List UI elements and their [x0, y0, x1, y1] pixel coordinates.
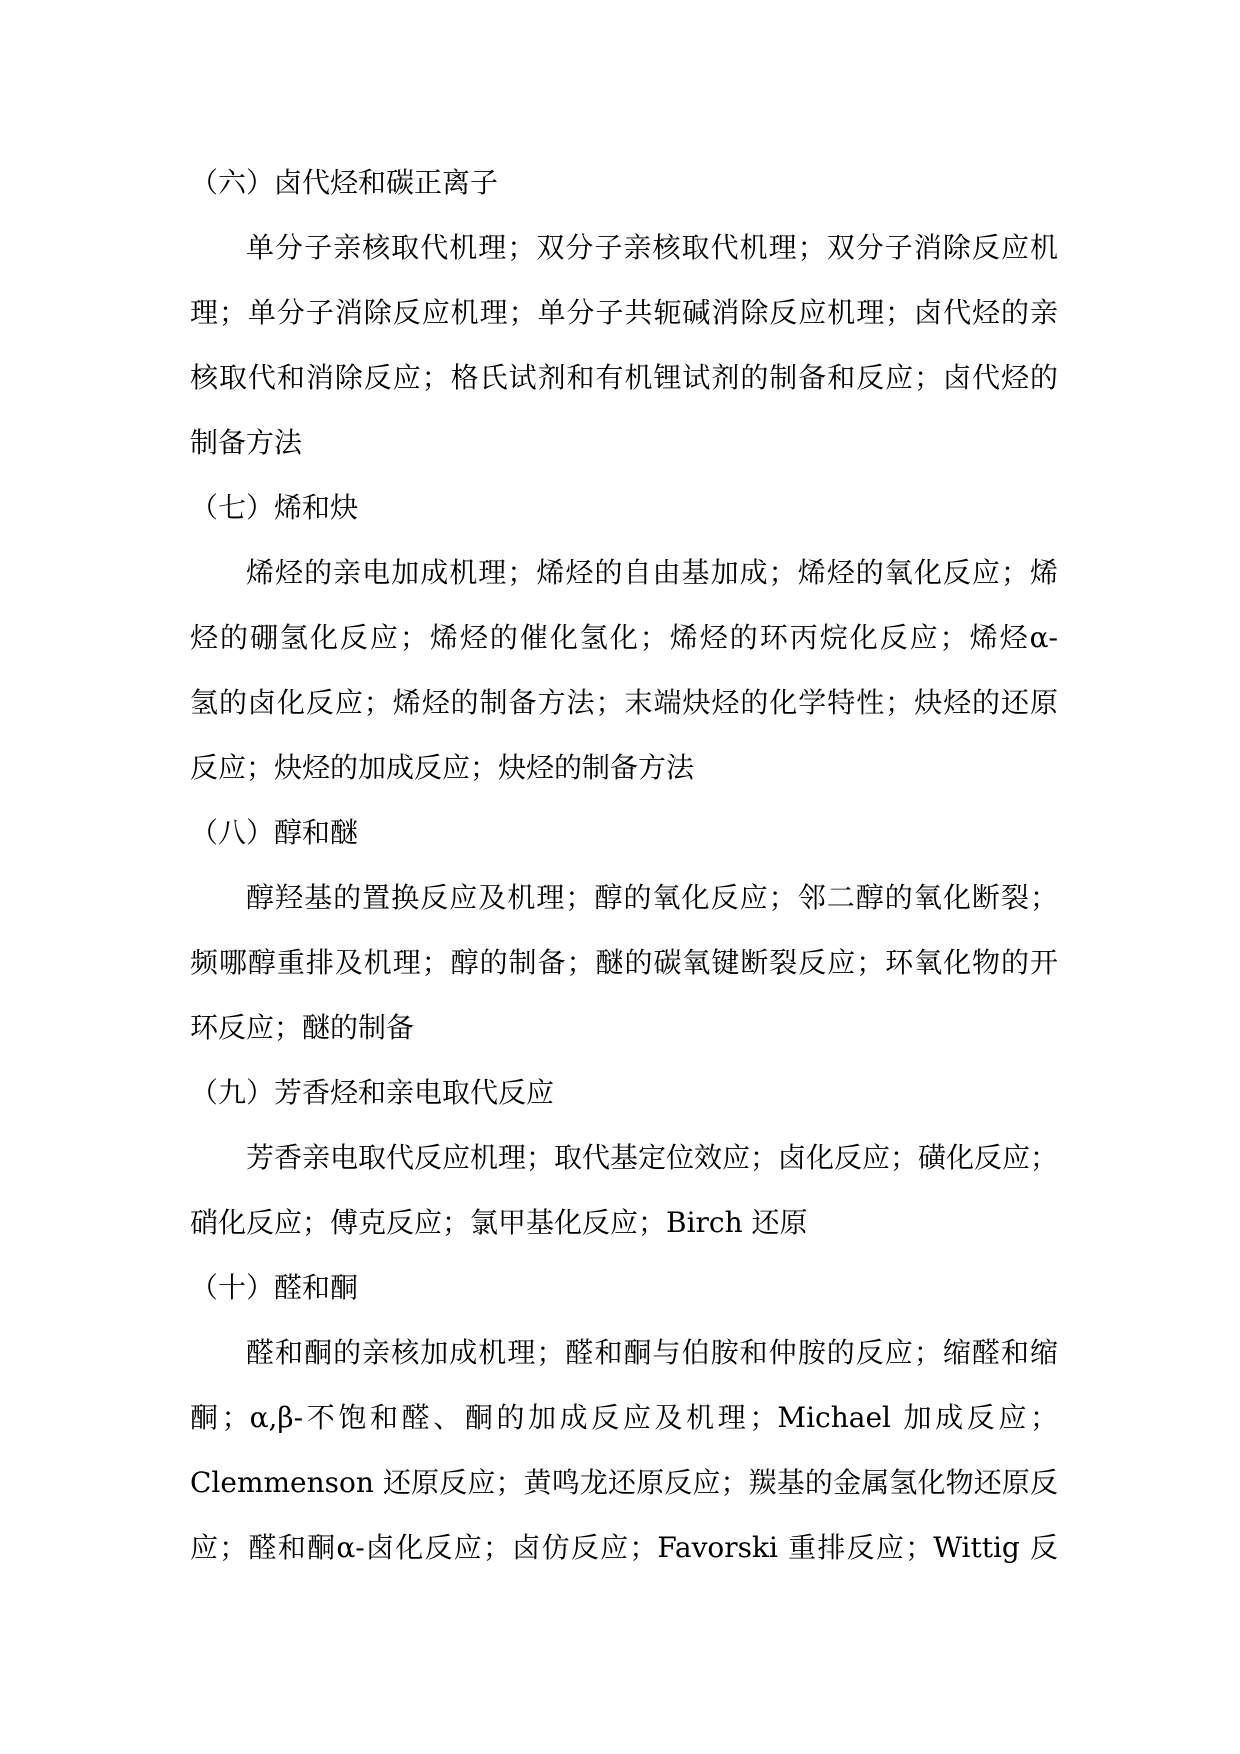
section-paragraph-8 — [190, 865, 1058, 1060]
section-paragraph-10 — [190, 1320, 1058, 1580]
section-heading-7: （七）烯和炔 — [190, 491, 359, 524]
text-line: Clemmenson 还原反应；黄鸣龙还原反应；羰基的金属氢化物还原反 — [190, 1466, 1058, 1499]
text-line: 芳香亲电取代反应机理；取代基定位效应；卤化反应；磺化反应； — [246, 1141, 1059, 1174]
text-line: 醇羟基的置换反应及机理；醇的氧化反应；邻二醇的氧化断裂； — [246, 881, 1058, 914]
text-line: 烃的硼氢化反应；烯烃的催化氢化；烯烃的环丙烷化反应；烯烃α- — [190, 621, 1058, 654]
section-heading-10: （十）醛和酮 — [190, 1271, 359, 1304]
text-line: 环反应；醚的制备 — [190, 1011, 415, 1044]
text-line: 应；醛和酮α-卤化反应；卤仿反应；Favorski 重排反应；Wittig 反 — [190, 1531, 1058, 1564]
text-line: 氢的卤化反应；烯烃的制备方法；末端炔烃的化学特性；炔烃的还原 — [190, 686, 1058, 719]
document-body — [190, 150, 1058, 1580]
text-line: 制备方法 — [190, 426, 303, 459]
text-line: 硝化反应；傅克反应；氯甲基化反应；Birch 还原 — [190, 1206, 808, 1239]
section-paragraph-7 — [190, 540, 1058, 800]
text-line: 烯烃的亲电加成机理；烯烃的自由基加成；烯烃的氧化反应；烯 — [246, 556, 1058, 589]
text-line: 酮；α,β-不饱和醛、酮的加成反应及机理；Michael 加成反应； — [190, 1401, 1058, 1434]
section-paragraph-6 — [190, 215, 1058, 475]
text-line: 核取代和消除反应；格氏试剂和有机锂试剂的制备和反应；卤代烃的 — [190, 361, 1058, 394]
section-paragraph-9 — [190, 1125, 1058, 1255]
text-line: 频哪醇重排及机理；醇的制备；醚的碳氧键断裂反应；环氧化物的开 — [190, 946, 1058, 979]
text-line: 理；单分子消除反应机理；单分子共轭碱消除反应机理；卤代烃的亲 — [190, 296, 1058, 329]
section-heading-6: （六）卤代烃和碳正离子 — [190, 166, 499, 199]
text-line: 单分子亲核取代机理；双分子亲核取代机理；双分子消除反应机 — [246, 231, 1058, 264]
section-heading-8: （八）醇和醚 — [190, 816, 359, 849]
text-line: 反应；炔烃的加成反应；炔烃的制备方法 — [190, 751, 695, 784]
text-line: 醛和酮的亲核加成机理；醛和酮与伯胺和仲胺的反应；缩醛和缩 — [246, 1336, 1058, 1369]
section-heading-9: （九）芳香烃和亲电取代反应 — [190, 1076, 555, 1109]
